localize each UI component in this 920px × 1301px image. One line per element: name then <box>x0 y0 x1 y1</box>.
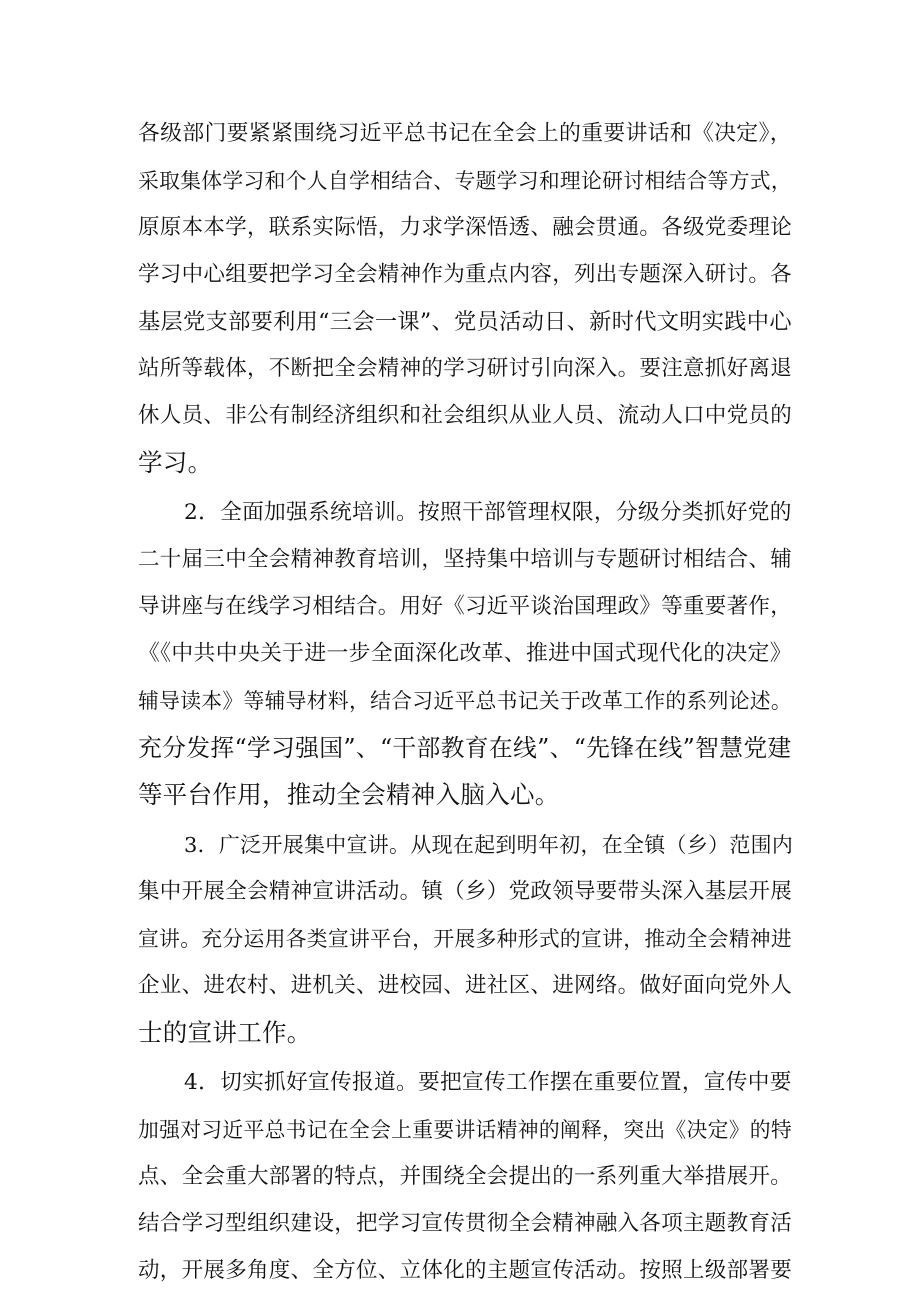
text-line: 各级部门要紧紧围绕习近平总书记在全会上的重要讲话和《决定》， <box>138 121 792 146</box>
text-line: 集中开展全会精神宣讲活动。镇（乡）党政领导要带头深入基层开展 <box>138 879 793 904</box>
text-line: 等平台作用，推动全会精神入脑入心。 <box>138 780 560 809</box>
text-line: 导讲座与在线学习相结合。用好《习近平谈治国理政》等重要著作， <box>138 594 793 619</box>
paragraph-3-heading: 3．广泛开展集中宣讲。从现在起到明年初，在全镇（乡）范围内 <box>184 833 794 857</box>
text-line: 点、全会重大部署的特点，并围绕全会提出的一系列重大举措展开。 <box>138 1164 793 1189</box>
text-line: 结合学习型组织建设，把学习宣传贯彻全会精神融入各项主题教育活 <box>138 1211 793 1236</box>
text-line: 采取集体学习和个人自学相结合、专题学习和理论研讨相结合等方式， <box>138 169 792 193</box>
text-line: 站所等载体，不断把全会精神的学习研讨引向深入。要注意抓好离退 <box>138 356 793 381</box>
text-line: 学习中心组要把学习全会精神作为重点内容，列出专题深入研讨。各 <box>138 262 793 287</box>
paragraph-4-heading: 4．切实抓好宣传报道。要把宣传工作摆在重要位置，宣传中要 <box>184 1070 792 1095</box>
text-line: 充分发挥“学习强国”、“干部教育在线”、“先锋在线”智慧党建 <box>138 734 792 762</box>
text-line: 企业、进农村、进机关、进校园、进社区、进网络。做好面向党外人 <box>138 973 793 998</box>
text-line: 士的宣讲工作。 <box>138 1018 312 1047</box>
text-line: 《《中共中央关于进一步全面深化改革、推进中国式现代化的决定》 <box>138 641 792 666</box>
text-line: 加强对习近平总书记在全会上重要讲话精神的阐释，突出《决定》的特 <box>138 1118 792 1142</box>
text-line: 学习。 <box>138 448 213 477</box>
text-line: 休人员、非公有制经济组织和社会组织从业人员、流动人口中党员的 <box>138 403 793 428</box>
text-line: 辅导读本》等辅导材料，结合习近平总书记关于改革工作的系列论述。 <box>138 689 792 713</box>
paragraph-2-heading: 2．全面加强系统培训。按照干部管理权限，分级分类抓好党的 <box>184 500 792 525</box>
text-line: 二十届三中全会精神教育培训，坚持集中培训与专题研讨相结合、辅 <box>138 547 793 572</box>
text-line: 原原本本学，联系实际悟，力求学深悟透、融会贯通。各级党委理论 <box>138 215 793 240</box>
text-line: 基层党支部要利用“三会一课”、党员活动日、新时代文明实践中心 <box>138 309 792 335</box>
text-line: 动，开展多角度、全方位、立体化的主题宣传活动。按照上级部署要 <box>138 1258 793 1283</box>
text-line: 宣讲。充分运用各类宣讲平台，开展多种形式的宣讲，推动全会精神进 <box>138 927 792 951</box>
